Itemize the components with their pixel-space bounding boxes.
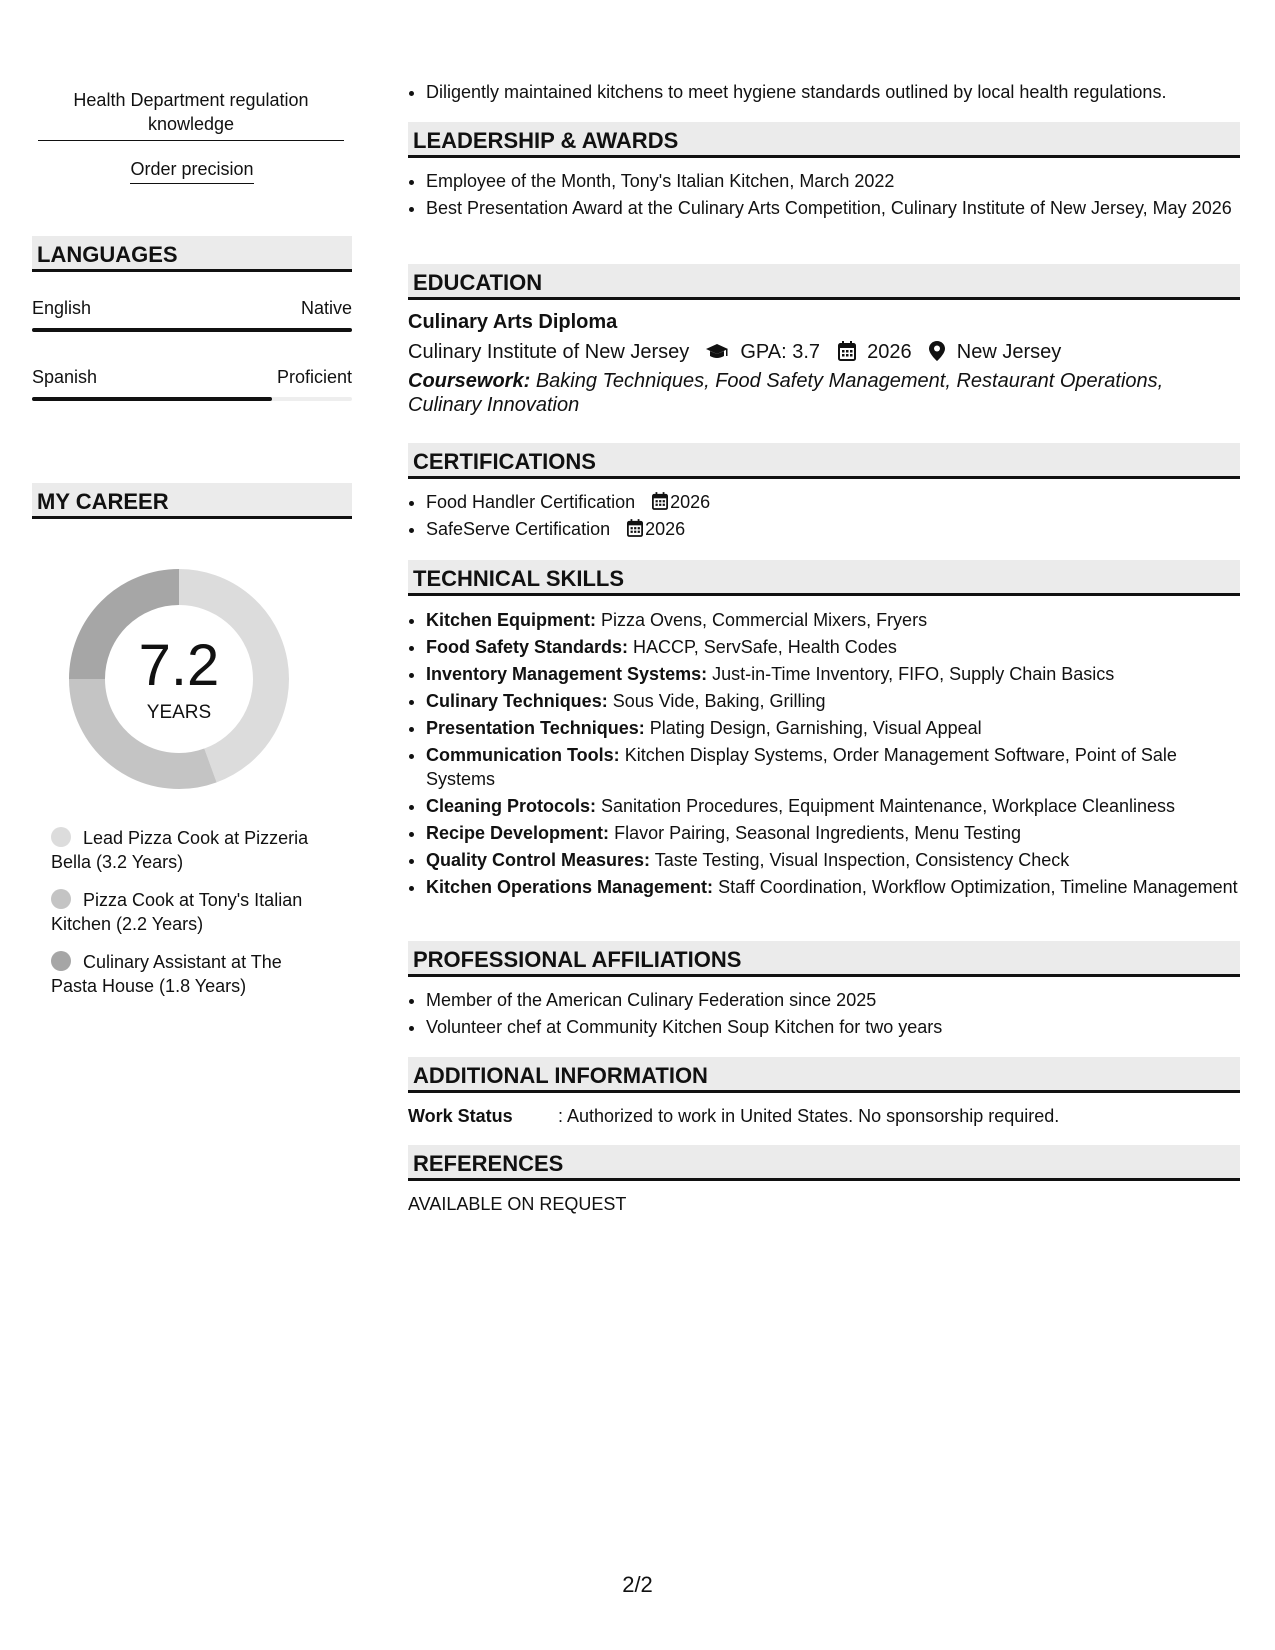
- school-location: New Jersey: [956, 341, 1062, 363]
- calendar-icon: [652, 492, 668, 510]
- leadership-heading: LEADERSHIP & AWARDS: [408, 122, 1240, 158]
- language-bar-fill: [32, 397, 272, 401]
- school-name: Culinary Institute of New Jersey: [408, 341, 690, 363]
- technical-skill-item: [426, 848, 1240, 872]
- calendar-icon: [838, 341, 856, 361]
- skill-category: Presentation Techniques:: [426, 718, 645, 738]
- career-legend-item: [51, 888, 331, 936]
- calendar-icon: [627, 519, 643, 537]
- technical-skill-item: [426, 662, 1240, 686]
- career-donut: [66, 566, 292, 792]
- skill-values: Flavor Pairing, Seasonal Ingredients, Menu Testing: [614, 823, 1021, 843]
- career-unit: YEARS: [146, 702, 212, 723]
- career-heading: MY CAREER: [32, 483, 352, 519]
- work-status-label: Work Status: [408, 1106, 513, 1126]
- experience-bullet: • Diligently maintained kitchens to meet hygiene standards outlined by local health regulations.: [426, 80, 1240, 104]
- career-total: 7.2: [138, 633, 220, 698]
- skill-category: Culinary Techniques:: [426, 691, 608, 711]
- certification-year: 2026: [645, 519, 686, 539]
- language-bar-fill: [32, 328, 352, 332]
- skill-item: Health Department regulation knowledge: [38, 88, 344, 141]
- graduation-cap-icon: [705, 343, 729, 361]
- leadership-item: • Employee of the Month, Tony's Italian Kitchen, March 2022: [426, 169, 1240, 193]
- technical-skills-heading: TECHNICAL SKILLS: [408, 560, 1240, 596]
- language-english: [32, 298, 352, 332]
- certification-name: Food Handler Certification: [426, 492, 636, 512]
- skill-item: [32, 157, 352, 184]
- skill-category: Kitchen Equipment:: [426, 610, 596, 630]
- skill-values: Sous Vide, Baking, Grilling: [612, 691, 826, 711]
- skill-category: Communication Tools:: [426, 745, 620, 765]
- languages-heading: LANGUAGES: [32, 236, 352, 272]
- skill-category: Inventory Management Systems:: [426, 664, 708, 684]
- technical-skill-item: [426, 875, 1240, 899]
- legend-label: Pizza Cook at Tony's Italian Kitchen (2.2 Years): [51, 890, 303, 934]
- experience-tail: [408, 80, 1240, 107]
- map-pin-icon: [929, 341, 945, 361]
- skill-values: Plating Design, Garnishing, Visual Appeal: [649, 718, 982, 738]
- legend-dot: [51, 827, 71, 847]
- skill-values: Staff Coordination, Workflow Optimization, Timeline Management: [718, 877, 1238, 897]
- additional-heading: ADDITIONAL INFORMATION: [408, 1057, 1240, 1093]
- education-heading: EDUCATION: [408, 264, 1240, 300]
- language-spanish: [32, 367, 352, 401]
- skill-values: Pizza Ovens, Commercial Mixers, Fryers: [601, 610, 928, 630]
- certification-year: 2026: [670, 492, 711, 512]
- graduation-year: 2026: [867, 341, 912, 363]
- education-details: [408, 339, 1240, 365]
- leadership-item: • Best Presentation Award at the Culinary Arts Competition, Culinary Institute of New Jersey, May 2026: [426, 196, 1240, 220]
- coursework-list: Baking Techniques, Food Safety Management, Restaurant Operations, Culinary Innovation: [408, 370, 1164, 416]
- coursework: [408, 369, 1240, 417]
- skill-values: HACCP, ServSafe, Health Codes: [633, 637, 897, 657]
- gpa: GPA: 3.7: [740, 341, 821, 363]
- career-legend-item: [51, 826, 331, 874]
- language-bar: [32, 328, 352, 332]
- affiliations-list: [408, 988, 1240, 1042]
- skill-values: Taste Testing, Visual Inspection, Consistency Check: [654, 850, 1070, 870]
- skill-category: Recipe Development:: [426, 823, 610, 843]
- skill-values: Kitchen Display Systems, Order Management Software, Point of Sale Systems: [426, 745, 1177, 789]
- certification-name: SafeServe Certification: [426, 519, 611, 539]
- technical-skill-item: [426, 743, 1240, 791]
- skill-category: Cleaning Protocols:: [426, 796, 597, 816]
- legend-label: Culinary Assistant at The Pasta House (1.8 Years): [51, 952, 282, 996]
- leadership-list: [408, 169, 1240, 223]
- language-name: English: [32, 298, 92, 318]
- legend-label: Lead Pizza Cook at Pizzeria Bella (3.2 Years): [51, 828, 309, 872]
- page-number: 2/2: [622, 1572, 653, 1597]
- work-status-value: : Authorized to work in United States. No sponsorship required.: [558, 1106, 1060, 1126]
- work-status: [408, 1104, 1240, 1128]
- education-entry: [408, 309, 1240, 417]
- skill-category: Quality Control Measures:: [426, 850, 651, 870]
- certifications-list: [408, 490, 1240, 544]
- skill-values: Just-in-Time Inventory, FIFO, Supply Chain Basics: [712, 664, 1115, 684]
- legend-dot: [51, 889, 71, 909]
- degree-title: Culinary Arts Diploma: [408, 311, 618, 333]
- technical-skill-item: [426, 716, 1240, 740]
- certification-item: [426, 490, 1240, 514]
- language-level: Proficient: [276, 367, 352, 387]
- language-level: Native: [300, 298, 352, 318]
- technical-skill-item: [426, 821, 1240, 845]
- references-heading: REFERENCES: [408, 1145, 1240, 1181]
- technical-skills-list: [408, 608, 1240, 902]
- coursework-label: Coursework:: [408, 370, 531, 392]
- technical-skill-item: [426, 608, 1240, 632]
- technical-skill-item: [426, 635, 1240, 659]
- skill-values: Sanitation Procedures, Equipment Maintenance, Workplace Cleanliness: [601, 796, 1176, 816]
- skill-category: Food Safety Standards:: [426, 637, 629, 657]
- skill-item-text: Order precision: [130, 157, 253, 184]
- language-bar: [32, 397, 352, 401]
- career-legend-item: [51, 950, 331, 998]
- legend-dot: [51, 951, 71, 971]
- affiliation-item: • Member of the American Culinary Federation since 2025: [426, 988, 1240, 1012]
- skill-category: Kitchen Operations Management:: [426, 877, 714, 897]
- technical-skill-item: [426, 794, 1240, 818]
- certifications-heading: CERTIFICATIONS: [408, 443, 1240, 479]
- technical-skill-item: [426, 689, 1240, 713]
- certification-item: [426, 517, 1240, 541]
- affiliation-item: • Volunteer chef at Community Kitchen Soup Kitchen for two years: [426, 1015, 1240, 1039]
- references-text: AVAILABLE ON REQUEST: [408, 1194, 627, 1214]
- affiliations-heading: PROFESSIONAL AFFILIATIONS: [408, 941, 1240, 977]
- language-name: Spanish: [32, 367, 98, 387]
